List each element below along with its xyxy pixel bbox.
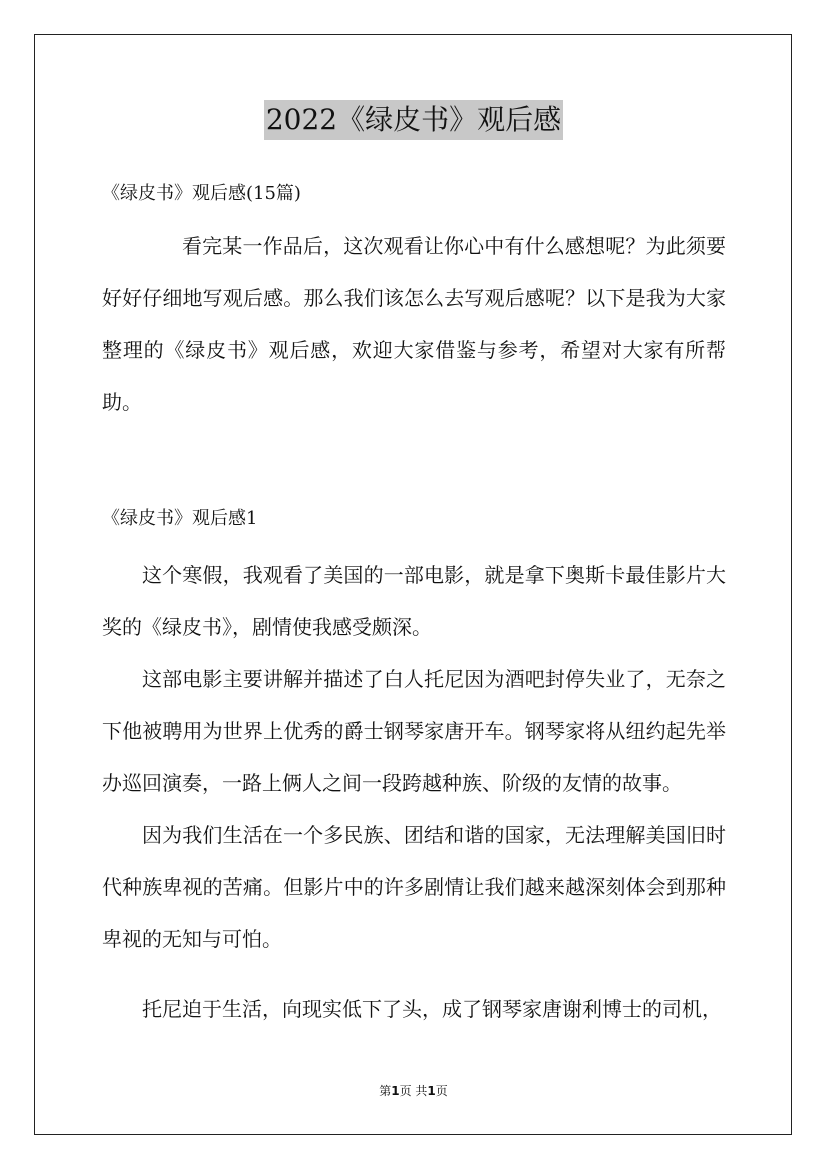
body-paragraph-2: 这部电影主要讲解并描述了白人托尼因为酒吧封停失业了，无奈之下他被聘用为世界上优秀的爵士钢琴家唐开车。钢琴家将从纽约起先举办巡回演奏，一路上俩人之间一段跨越种族、阶级的友情的故事。	[102, 667, 726, 795]
body-paragraph-4: 托尼迫于生活，向现实低下了头，成了钢琴家唐谢利博士的司机，	[142, 997, 722, 1021]
body-paragraph-1: 这个寒假，我观看了美国的一部电影，就是拿下奥斯卡最佳影片大奖的《绿皮书》，剧情使我感受颇深。	[102, 563, 726, 639]
footer-page-mid: 页 共	[399, 1084, 428, 1098]
intro-paragraph: 看完某一作品后，这次观看让你心中有什么感想呢？为此须要好好仔细地写观后感。那么我们该怎么去写观后感呢？以下是我为大家整理的《绿皮书》观后感，欢迎大家借鉴与参考，希望对大家有所帮助。	[102, 234, 726, 414]
footer-page-prefix: 第	[379, 1084, 392, 1098]
body-paragraph-3: 因为我们生活在一个多民族、团结和谐的国家，无法理解美国旧时代种族卑视的苦痛。但影片中的许多剧情让我们越来越深刻体会到那种卑视的无知与可怕。	[102, 823, 726, 951]
footer-page-total: 1	[427, 1084, 436, 1098]
document-subtitle: 《绿皮书》观后感(15篇)	[102, 183, 301, 204]
section-heading: 《绿皮书》观后感1	[102, 508, 258, 529]
footer-page-current: 1	[391, 1084, 400, 1098]
title-container	[0, 100, 827, 140]
page-footer	[0, 1083, 827, 1099]
document-title: 2022《绿皮书》观后感	[264, 100, 563, 140]
footer-page-suffix: 页	[435, 1084, 448, 1098]
